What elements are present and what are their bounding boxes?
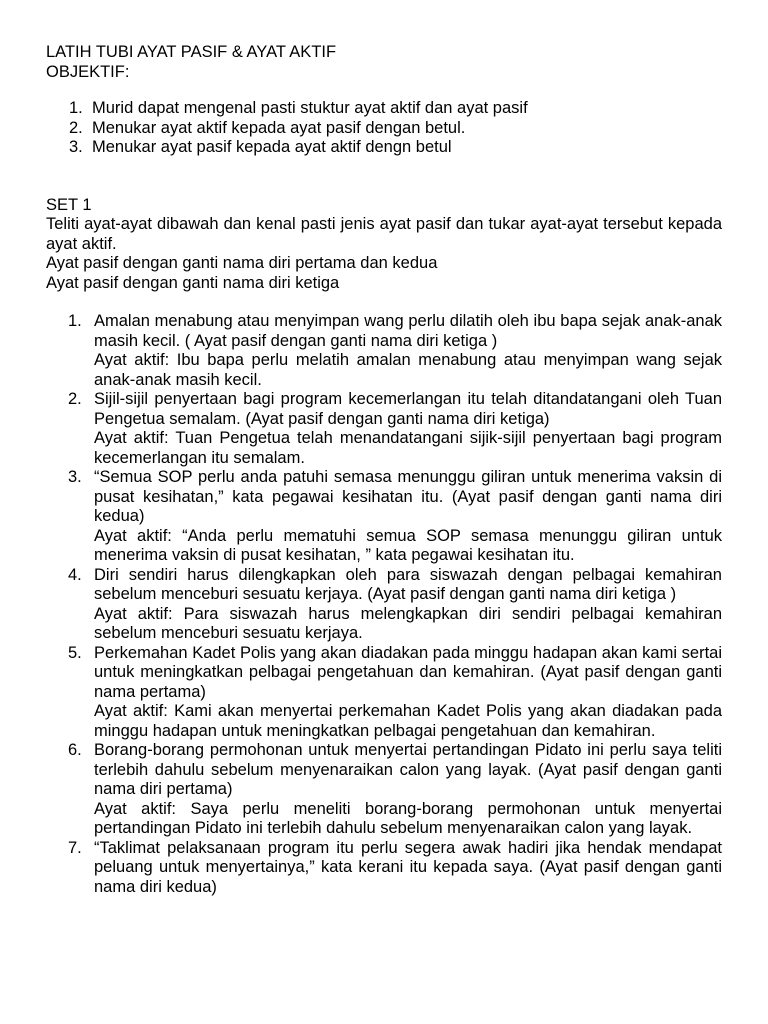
document-page	[46, 43, 722, 897]
exercise-question: Perkemahan Kadet Polis yang akan diadakan pada minggu hadapan akan kami sertai untuk meningkatkan pelbagai pengetahuan dan kemahiran. (Ayat pasif dengan ganti nama pertama)	[94, 643, 722, 701]
set-note-third: Ayat pasif dengan ganti nama diri ketiga	[46, 273, 340, 292]
objective-number: 3.	[69, 138, 83, 156]
exercise-answer: Ayat aktif: Tuan Pengetua telah menandatangani sijik-sijil penyertaan bagi program kecemerlangan itu semalam.	[94, 429, 722, 467]
exercise-question: Amalan menabung atau menyimpan wang perlu dilatih oleh ibu bapa sejak anak-anak masih kecil. ( Ayat pasif dengan ganti nama diri ketiga )	[94, 312, 722, 350]
spacer	[46, 293, 722, 312]
exercise-answer: Ayat aktif: Saya perlu meneliti borang-borang permohonan untuk menyertai pertandingan Pidato ini terlebih dahulu sebelum menyenaraikan calon yang layak.	[94, 799, 722, 837]
exercise-item	[46, 839, 722, 898]
set-instruction: Teliti ayat-ayat dibawah dan kenal pasti jenis ayat pasif dan tukar ayat-ayat tersebut kepada ayat aktif.	[46, 215, 722, 253]
exercise-number: 6.	[68, 741, 82, 759]
exercise-number: 2.	[68, 390, 82, 408]
objective-list	[46, 99, 722, 158]
objective-item	[46, 138, 722, 158]
document-title: LATIH TUBI AYAT PASIF & AYAT AKTIF	[46, 43, 337, 61]
exercise-item	[46, 468, 722, 566]
exercise-number: 5.	[68, 643, 82, 662]
objective-number: 1.	[69, 99, 83, 117]
exercise-number: 1.	[68, 312, 82, 330]
objective-number: 2.	[69, 118, 83, 137]
exercise-number: 3.	[68, 468, 82, 486]
objective-heading: OBJEKTIF:	[46, 62, 130, 81]
spacer	[46, 82, 722, 99]
exercise-question: Sijil-sijil penyertaan bagi program kecemerlangan itu telah ditandatangani oleh Tuan Pengetua semalam. (Ayat pasif dengan ganti nama diri ketiga)	[94, 390, 722, 428]
spacer	[46, 158, 722, 196]
exercise-item	[46, 741, 722, 839]
exercise-number: 4.	[68, 565, 82, 584]
exercise-question: “Semua SOP perlu anda patuhi semasa menunggu giliran untuk menerima vaksin di pusat kesihatan,” kata pegawai kesihatan itu. (Ayat pasif dengan ganti nama diri kedua)	[94, 468, 722, 525]
exercise-item	[46, 566, 722, 644]
exercise-question: Borang-borang permohonan untuk menyertai pertandingan Pidato ini perlu saya teliti terlebih dahulu sebelum menyenaraikan calon yang layak. (Ayat pasif dengan ganti nama diri pertama)	[94, 741, 722, 798]
exercise-answer: Ayat aktif: “Anda perlu mematuhi semua SOP semasa menunggu giliran untuk menerima vaksin di pusat kesihatan, ” kata pegawai kesihatan itu.	[94, 526, 722, 564]
exercise-number: 7.	[68, 838, 82, 857]
exercise-item	[46, 312, 722, 390]
set-heading: SET 1	[46, 195, 92, 214]
exercise-answer: Ayat aktif: Ibu bapa perlu melatih amalan menabung atau menyimpan wang sejak anak-anak masih kecil.	[94, 351, 722, 389]
exercise-answer: Ayat aktif: Kami akan menyertai perkemahan Kadet Polis yang akan diadakan pada minggu hadapan untuk meningkatkan pelbagai pengetahuan dan kemahiran.	[94, 702, 722, 740]
set-note-first-second: Ayat pasif dengan ganti nama diri pertama dan kedua	[46, 254, 438, 272]
exercise-answer: Ayat aktif: Para siswazah harus melengkapkan diri sendiri pelbagai kemahiran sebelum menceburi sesuatu kerjaya.	[94, 604, 722, 642]
objective-item	[46, 99, 722, 119]
exercise-list	[46, 312, 722, 897]
objective-text: Menukar ayat aktif kepada ayat pasif dengan betul.	[92, 118, 466, 137]
objective-text: Murid dapat mengenal pasti stuktur ayat aktif dan ayat pasif	[92, 99, 528, 117]
exercise-question: Diri sendiri harus dilengkapkan oleh para siswazah dengan pelbagai kemahiran sebelum menceburi sesuatu kerjaya. (Ayat pasif dengan ganti nama diri ketiga )	[94, 565, 722, 603]
objective-text: Menukar ayat pasif kepada ayat aktif dengn betul	[92, 138, 452, 156]
objective-item	[46, 119, 722, 139]
exercise-item	[46, 390, 722, 468]
exercise-item	[46, 644, 722, 742]
exercise-question: “Taklimat pelaksanaan program itu perlu segera awak hadiri jika hendak mendapat peluang untuk menyertainya,” kata kerani itu kepada saya. (Ayat pasif dengan ganti nama diri kedua)	[94, 838, 722, 896]
